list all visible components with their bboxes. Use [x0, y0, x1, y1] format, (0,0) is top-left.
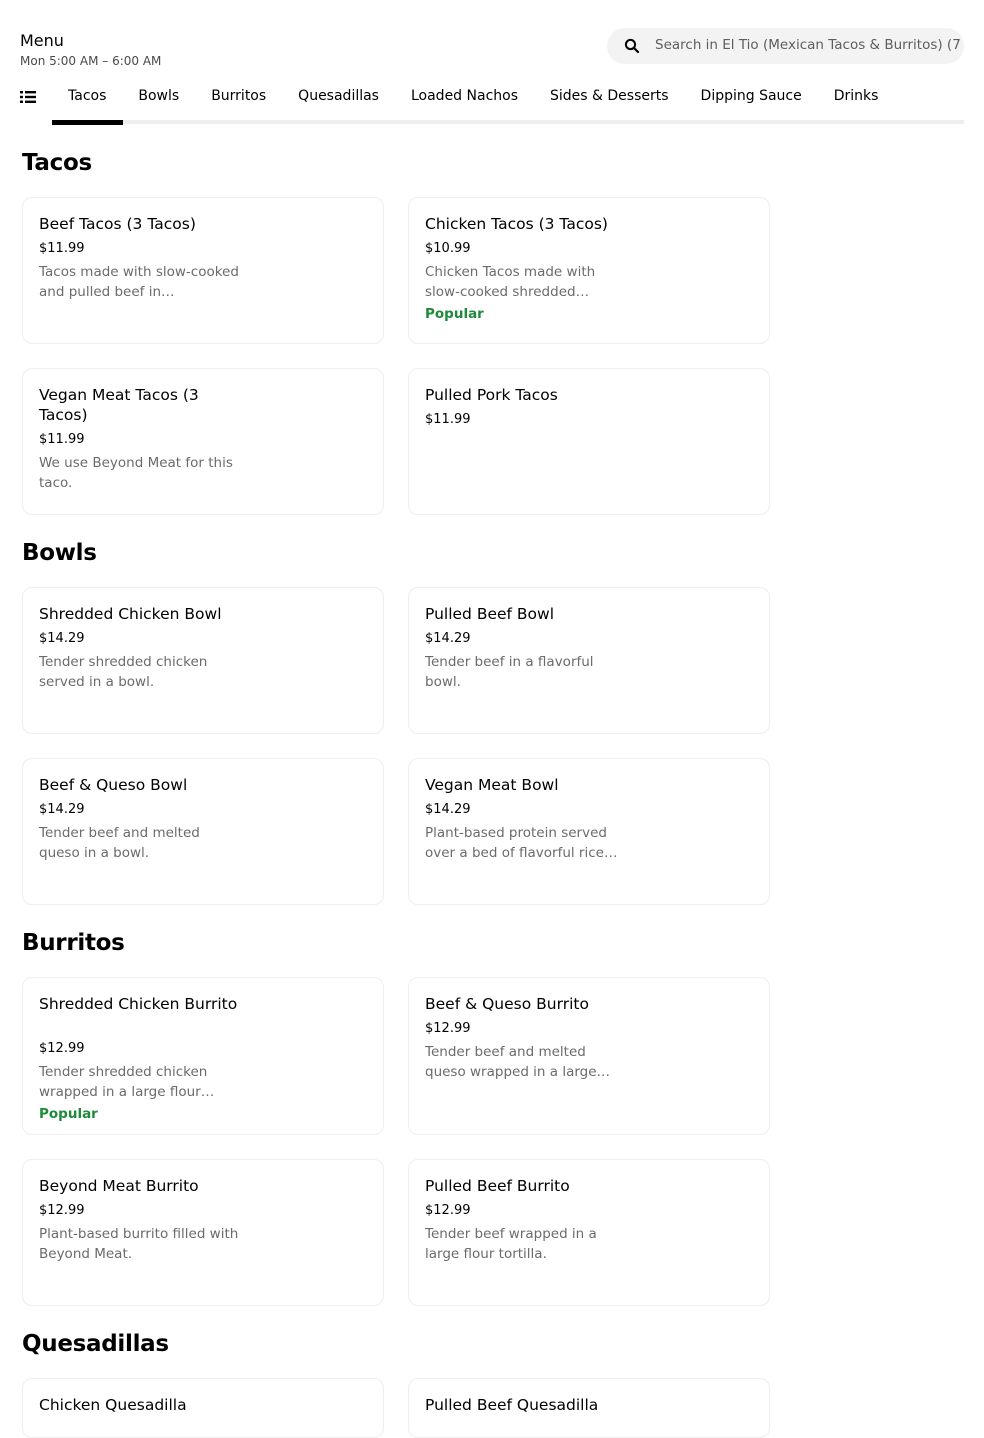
- menu-hours: Mon 5:00 AM – 6:00 AM: [20, 54, 162, 68]
- tab-tacos[interactable]: Tacos: [68, 88, 107, 104]
- tab-bar-track: [52, 120, 964, 124]
- menu-item-card[interactable]: [408, 758, 770, 905]
- menu-item-card[interactable]: [22, 1378, 384, 1438]
- tab-dipping-sauce[interactable]: Dipping Sauce: [700, 88, 802, 104]
- item-description: We use Beyond Meat for this taco.: [39, 455, 233, 491]
- menu-item-card[interactable]: [408, 977, 770, 1135]
- item-price: $12.99: [39, 1203, 85, 1218]
- item-name: Chicken Quesadilla: [39, 1396, 187, 1414]
- item-name: Shredded Chicken Bowl: [39, 605, 222, 623]
- item-price: $12.99: [425, 1021, 471, 1036]
- item-price: $10.99: [425, 241, 471, 256]
- item-name: Pulled Pork Tacos: [425, 386, 558, 404]
- item-price: $14.29: [39, 802, 85, 817]
- menu-item-card[interactable]: [408, 587, 770, 734]
- item-description: Tender beef wrapped in a large flour tortilla.: [425, 1226, 597, 1262]
- menu-header: [0, 0, 984, 126]
- tab-burritos[interactable]: Burritos: [211, 88, 267, 104]
- tab-drinks[interactable]: Drinks: [833, 88, 879, 104]
- list-icon[interactable]: [20, 90, 36, 104]
- section-title-quesadillas: Quesadillas: [22, 1331, 169, 1357]
- search-icon: [624, 38, 640, 54]
- item-name: Beef & Queso Burrito: [425, 995, 589, 1013]
- menu-item-card[interactable]: [408, 1159, 770, 1306]
- menu-item-card[interactable]: [408, 197, 770, 344]
- item-description: Chicken Tacos made with slow-cooked shredded…: [425, 264, 596, 300]
- menu-title: Menu: [20, 31, 64, 50]
- item-description: Tender shredded chicken served in a bowl.: [39, 654, 208, 690]
- item-name: Pulled Beef Bowl: [425, 605, 555, 623]
- menu-item-card[interactable]: [408, 1378, 770, 1438]
- item-name: Vegan Meat Tacos (3 Tacos): [39, 386, 199, 424]
- item-description: Tacos made with slow-cooked and pulled beef in…: [39, 264, 239, 300]
- item-name: Beef Tacos (3 Tacos): [39, 215, 196, 233]
- item-price: $14.29: [425, 631, 471, 646]
- item-price: $14.29: [39, 631, 85, 646]
- item-description: Tender shredded chicken wrapped in a large flour…: [39, 1064, 215, 1100]
- item-price: $11.99: [39, 241, 85, 256]
- item-price: $12.99: [425, 1203, 471, 1218]
- item-description: Tender beef and melted queso in a bowl.: [39, 825, 200, 861]
- item-name: Vegan Meat Bowl: [425, 776, 559, 794]
- menu-item-card[interactable]: [22, 368, 384, 515]
- menu-item-card[interactable]: [22, 977, 384, 1135]
- popular-badge: Popular: [39, 1106, 98, 1122]
- search-input[interactable]: Search in El Tio (Mexican Tacos & Burritos) (7: [655, 37, 961, 53]
- menu-item-card[interactable]: [22, 587, 384, 734]
- item-description: Tender beef in a flavorful bowl.: [425, 654, 594, 690]
- item-name: Pulled Beef Burrito: [425, 1177, 570, 1195]
- item-description: Plant-based protein served over a bed of flavorful rice…: [425, 825, 618, 861]
- item-price: $11.99: [39, 432, 85, 447]
- menu-item-card[interactable]: [22, 197, 384, 344]
- item-name: Beef & Queso Bowl: [39, 776, 188, 794]
- active-tab-indicator: [52, 120, 123, 125]
- tab-loaded-nachos[interactable]: Loaded Nachos: [410, 88, 519, 104]
- section-title-tacos: Tacos: [22, 150, 92, 176]
- menu-item-card[interactable]: [22, 758, 384, 905]
- item-price: $12.99: [39, 1041, 85, 1056]
- item-name: Beyond Meat Burrito: [39, 1177, 199, 1195]
- item-name: Chicken Tacos (3 Tacos): [425, 215, 608, 233]
- section-title-bowls: Bowls: [22, 540, 97, 566]
- item-name: Shredded Chicken Burrito: [39, 995, 238, 1013]
- menu-item-card[interactable]: [408, 368, 770, 515]
- tab-bowls[interactable]: Bowls: [138, 88, 180, 104]
- section-title-burritos: Burritos: [22, 930, 125, 956]
- item-description: Tender beef and melted queso wrapped in a large…: [425, 1044, 611, 1080]
- menu-item-card[interactable]: [22, 1159, 384, 1306]
- item-name: Pulled Beef Quesadilla: [425, 1396, 599, 1414]
- item-price: $11.99: [425, 412, 471, 427]
- popular-badge: Popular: [425, 306, 484, 322]
- item-description: Plant-based burrito filled with Beyond Meat.: [39, 1226, 239, 1262]
- search-bar[interactable]: [607, 28, 964, 64]
- tab-sides-desserts[interactable]: Sides & Desserts: [550, 88, 669, 104]
- item-price: $14.29: [425, 802, 471, 817]
- tab-quesadillas[interactable]: Quesadillas: [298, 88, 379, 104]
